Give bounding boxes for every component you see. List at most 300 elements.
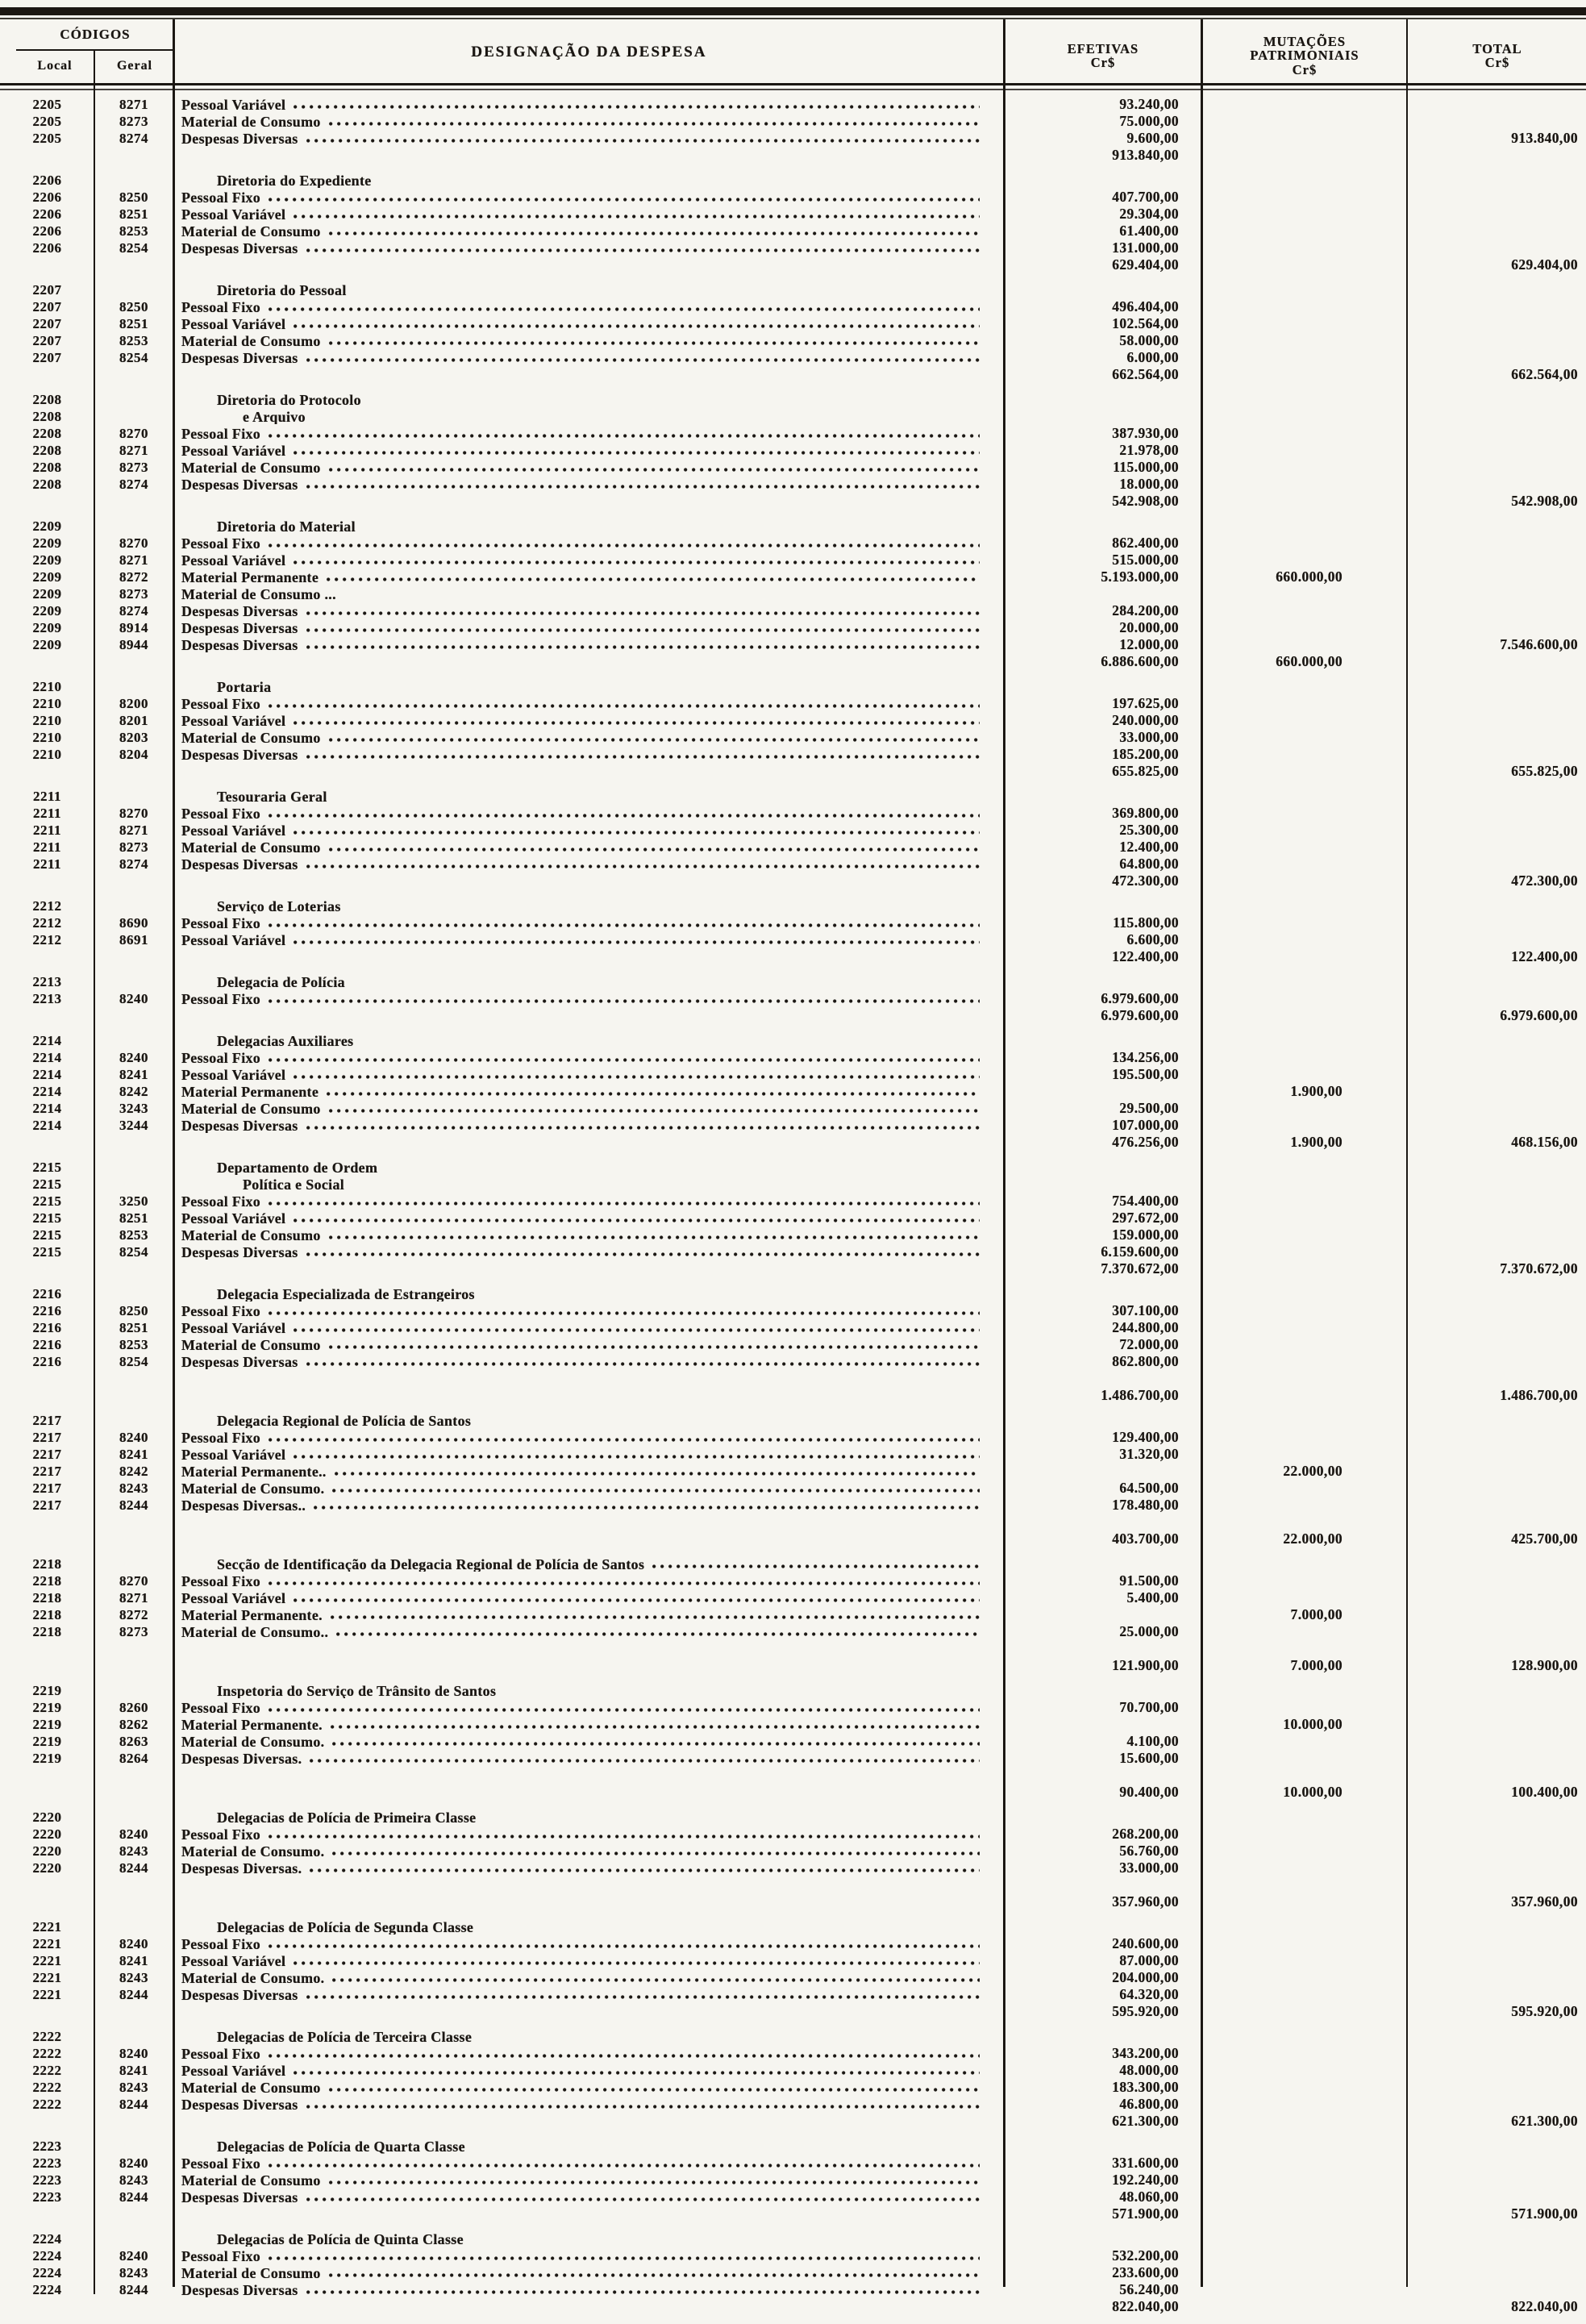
- expense-label: Pessoal Variável: [181, 552, 286, 568]
- row-spacer: [0, 1370, 1586, 1387]
- code-local: 2215: [32, 1210, 62, 1226]
- designacao-cell: [173, 1920, 1004, 1935]
- amount-efetivas: 655.825,00: [1112, 762, 1179, 779]
- expense-row: [0, 1699, 1586, 1716]
- amount-efetivas: 121.900,00: [1112, 1656, 1179, 1673]
- designacao-cell: [173, 1431, 1004, 1445]
- code-local: 2209: [32, 519, 62, 534]
- amount-mutacoes: 10.000,00: [1283, 1783, 1342, 1800]
- expense-row: [0, 1446, 1586, 1463]
- designacao-column-header: DESIGNAÇÃO DA DESPESA: [471, 44, 707, 60]
- section-title-label: Delegacias de Polícia de Primeira Classe: [217, 1810, 477, 1825]
- subtotal-row: [0, 256, 1586, 273]
- expense-label: Pessoal Fixo: [181, 1700, 261, 1715]
- amount-efetivas: 407.700,00: [1112, 188, 1179, 205]
- dot-leader: [293, 830, 980, 836]
- designacao-cell: [173, 1051, 1004, 1065]
- designacao-cell: [173, 992, 1004, 1006]
- code-geral: 8250: [119, 299, 148, 314]
- designacao-cell: [173, 806, 1004, 821]
- row-spacer: [0, 510, 1586, 518]
- designacao-cell: [173, 300, 1004, 314]
- amount-efetivas: 1.486.700,00: [1101, 1386, 1179, 1403]
- dot-leader: [293, 1218, 980, 1224]
- expense-row: [0, 1302, 1586, 1319]
- expense-label: Material de Consumo: [181, 839, 321, 855]
- dot-leader: [332, 1977, 980, 1984]
- dot-leader: [268, 703, 980, 710]
- designacao-cell: [173, 1954, 1004, 1968]
- subtotal-row: [0, 366, 1586, 383]
- dot-leader: [306, 1994, 980, 2001]
- amount-total: 122.400,00: [1511, 948, 1578, 964]
- code-local: 2214: [32, 1067, 62, 1082]
- code-geral: 8272: [119, 1607, 148, 1622]
- code-local: 2209: [32, 620, 62, 635]
- row-spacer: [0, 1024, 1586, 1032]
- code-local: 2216: [32, 1303, 62, 1318]
- designacao-cell: [173, 393, 1004, 407]
- designacao-cell: [173, 553, 1004, 568]
- expense-row: [0, 839, 1586, 856]
- expense-row: [0, 1969, 1586, 1986]
- expense-label: Material de Consumo: [181, 1227, 321, 1243]
- section-title-row: [0, 1176, 1586, 1193]
- row-spacer: [0, 889, 1586, 898]
- designacao-cell: [173, 899, 1004, 914]
- amount-efetivas: 515.000,00: [1112, 551, 1179, 568]
- dot-leader: [268, 2255, 980, 2262]
- code-geral: 8260: [119, 1700, 148, 1715]
- code-local: 2210: [32, 713, 62, 728]
- code-local: 2205: [32, 97, 62, 112]
- section-title-row: [0, 973, 1586, 990]
- amount-efetivas: 204.000,00: [1112, 1968, 1179, 1985]
- section-title-row: [0, 1412, 1586, 1429]
- designacao-cell: [173, 1102, 1004, 1116]
- amount-efetivas: 18.000,00: [1119, 475, 1179, 492]
- expense-label: Pessoal Fixo: [181, 426, 261, 441]
- amount-efetivas: 5.400,00: [1126, 1589, 1179, 1606]
- expense-row: [0, 223, 1586, 239]
- designacao-cell: [173, 587, 1004, 602]
- dot-leader: [335, 1471, 980, 1477]
- designacao-cell: [173, 1414, 1004, 1428]
- expense-row: [0, 96, 1586, 113]
- code-local: 2222: [32, 2097, 62, 2112]
- code-geral: 8253: [119, 223, 148, 239]
- expense-row: [0, 298, 1586, 315]
- amount-total: 472.300,00: [1511, 872, 1578, 889]
- dot-leader: [293, 720, 980, 727]
- designacao-cell: [173, 2232, 1004, 2247]
- expense-row: [0, 1463, 1586, 1480]
- amount-efetivas: 29.304,00: [1119, 205, 1179, 222]
- amount-total: 662.564,00: [1511, 365, 1578, 382]
- code-geral: 8244: [119, 2097, 148, 2112]
- code-local: 2217: [32, 1413, 62, 1428]
- section-title-row: [0, 1159, 1586, 1176]
- amount-efetivas: 115.800,00: [1113, 914, 1179, 931]
- amount-total: 655.825,00: [1511, 762, 1578, 779]
- code-local: 2209: [32, 603, 62, 618]
- designacao-cell: [173, 680, 1004, 694]
- expense-row: [0, 1336, 1586, 1353]
- section-title-label: e Arquivo: [243, 409, 306, 424]
- expense-row: [0, 695, 1586, 712]
- code-local: 2213: [32, 974, 62, 989]
- designacao-cell: [173, 2030, 1004, 2044]
- code-local: 2218: [32, 1573, 62, 1589]
- code-local: 2208: [32, 392, 62, 407]
- dot-leader: [306, 1361, 980, 1368]
- amount-efetivas: 754.400,00: [1112, 1192, 1179, 1209]
- section-title-row: [0, 408, 1586, 425]
- efetivas-header-currency: Cr$: [1090, 55, 1116, 71]
- code-geral: 8200: [119, 696, 148, 711]
- section-title-row: [0, 898, 1586, 914]
- expense-row: [0, 822, 1586, 839]
- amount-efetivas: 192.240,00: [1112, 2171, 1179, 2188]
- code-geral: 8244: [119, 2189, 148, 2205]
- designacao-cell: [173, 224, 1004, 239]
- amount-efetivas: 343.200,00: [1112, 2044, 1179, 2061]
- code-geral: 8241: [119, 1067, 148, 1082]
- dot-leader: [329, 1344, 980, 1351]
- code-local: 2219: [32, 1717, 62, 1732]
- expense-label: Pessoal Fixo: [181, 299, 261, 314]
- amount-efetivas: 195.500,00: [1112, 1065, 1179, 1082]
- designacao-cell: [173, 1971, 1004, 1985]
- code-local: 2223: [32, 2172, 62, 2188]
- dot-leader: [306, 248, 980, 254]
- subtotal-row: [0, 493, 1586, 510]
- code-geral: 8243: [119, 2265, 148, 2280]
- amount-efetivas: 331.600,00: [1112, 2154, 1179, 2171]
- expense-label: Pessoal Fixo: [181, 1573, 261, 1589]
- expense-row: [0, 130, 1586, 147]
- amount-efetivas: 244.800,00: [1112, 1318, 1179, 1335]
- expense-row: [0, 856, 1586, 873]
- expense-row: [0, 1733, 1586, 1750]
- amount-efetivas: 233.600,00: [1112, 2264, 1179, 2280]
- expense-row: [0, 619, 1586, 636]
- amount-mutacoes: 7.000,00: [1290, 1656, 1342, 1673]
- dot-leader: [306, 627, 980, 634]
- designacao-cell: [173, 823, 1004, 838]
- code-local: 2215: [32, 1244, 62, 1260]
- amount-mutacoes: 10.000,00: [1283, 1715, 1342, 1732]
- code-local: 2206: [32, 206, 62, 222]
- dot-leader: [329, 2180, 980, 2186]
- expense-label: Despesas Diversas..: [181, 1497, 306, 1513]
- amount-efetivas: 107.000,00: [1112, 1116, 1179, 1133]
- designacao-cell: [173, 1608, 1004, 1622]
- expense-row: [0, 914, 1586, 931]
- code-geral: 8263: [119, 1734, 148, 1749]
- section-title-label: Secção de Identificação da Delegacia Regional de Polícia de Santos: [217, 1556, 645, 1572]
- code-geral: 3243: [119, 1101, 148, 1116]
- expense-label: Material de Consumo: [181, 333, 321, 348]
- designacao-cell: [173, 731, 1004, 745]
- designacao-cell: [173, 2156, 1004, 2171]
- amount-efetivas: 21.978,00: [1119, 441, 1179, 458]
- expense-row: [0, 442, 1586, 459]
- dot-leader: [293, 939, 980, 946]
- dot-leader: [332, 1488, 980, 1494]
- code-local: 2212: [32, 898, 62, 914]
- designacao-cell: [173, 1338, 1004, 1352]
- code-geral: 8251: [119, 206, 148, 222]
- expense-row: [0, 425, 1586, 442]
- code-local: 2222: [32, 2029, 62, 2044]
- amount-efetivas: 403.700,00: [1112, 1530, 1179, 1547]
- amount-efetivas: 862.400,00: [1112, 534, 1179, 551]
- amount-efetivas: 185.200,00: [1112, 745, 1179, 762]
- row-spacer: [0, 383, 1586, 391]
- codes-column-title: CÓDIGOS: [60, 27, 131, 42]
- code-local: 2216: [32, 1354, 62, 1369]
- amount-efetivas: 64.320,00: [1119, 1985, 1179, 2002]
- code-geral: 8253: [119, 333, 148, 348]
- section-title-row: [0, 172, 1586, 189]
- mutacoes-column-header: [1203, 35, 1406, 77]
- section-title-label: Inspetoria do Serviço de Trânsito de Santos: [217, 1683, 497, 1698]
- designacao-cell: [173, 1861, 1004, 1876]
- dot-leader: [268, 1943, 980, 1950]
- code-geral: 8241: [119, 2063, 148, 2078]
- designacao-cell: [173, 1988, 1004, 2002]
- code-geral: 8274: [119, 131, 148, 146]
- code-local: 2223: [32, 2139, 62, 2154]
- dot-leader: [314, 1505, 980, 1511]
- section-title-row: [0, 2138, 1586, 2155]
- row-spacer: [0, 1910, 1586, 1918]
- expense-row: [0, 349, 1586, 366]
- designacao-cell: [173, 1211, 1004, 1226]
- dot-leader: [306, 138, 980, 144]
- amount-efetivas: 122.400,00: [1112, 948, 1179, 964]
- dot-leader: [306, 644, 980, 651]
- amount-efetivas: 87.000,00: [1119, 1951, 1179, 1968]
- code-geral: 8253: [119, 1227, 148, 1243]
- code-local: 2207: [32, 350, 62, 365]
- expense-row: [0, 1210, 1586, 1227]
- amount-efetivas: 197.625,00: [1112, 694, 1179, 711]
- expense-label: Material Permanente.: [181, 1607, 323, 1622]
- amount-total: 542.908,00: [1511, 492, 1578, 509]
- expense-label: Pessoal Variável: [181, 1447, 286, 1462]
- dot-leader: [293, 104, 980, 110]
- expense-row: [0, 602, 1586, 619]
- code-geral: 8270: [119, 535, 148, 551]
- code-geral: 8254: [119, 1354, 148, 1369]
- designacao-cell: [173, 1751, 1004, 1766]
- expense-label: Pessoal Variável: [181, 443, 286, 458]
- codes-subheader-rule: [16, 49, 174, 51]
- code-geral: 8244: [119, 1860, 148, 1876]
- code-geral: 8251: [119, 1320, 148, 1335]
- row-spacer: [0, 1277, 1586, 1285]
- dot-leader: [268, 2053, 980, 2060]
- section-title-row: [0, 1032, 1586, 1049]
- code-geral: 8690: [119, 915, 148, 931]
- expense-label: Pessoal Variável: [181, 1320, 286, 1335]
- expense-label: Material de Consumo: [181, 460, 321, 475]
- expense-label: Despesas Diversas: [181, 1987, 298, 2002]
- code-geral: 8273: [119, 460, 148, 475]
- dot-leader: [306, 2289, 980, 2296]
- expense-label: Despesas Diversas: [181, 620, 298, 635]
- dot-leader: [293, 450, 980, 456]
- expense-row: [0, 1117, 1586, 1134]
- section-title-row: [0, 788, 1586, 805]
- designacao-cell: [173, 857, 1004, 872]
- code-local: 2207: [32, 316, 62, 331]
- designacao-cell: [173, 1557, 1004, 1572]
- designacao-cell: [173, 714, 1004, 728]
- designacao-cell: [173, 2283, 1004, 2297]
- expense-label: Despesas Diversas: [181, 131, 298, 146]
- dot-leader: [268, 1707, 980, 1714]
- expense-row: [0, 315, 1586, 332]
- expense-row: [0, 990, 1586, 1007]
- efetivas-header-line1: EFETIVAS: [1067, 41, 1139, 56]
- expense-row: [0, 1860, 1586, 1876]
- amount-total: 1.486.700,00: [1500, 1386, 1578, 1403]
- code-geral: 8274: [119, 856, 148, 872]
- code-local: 2211: [32, 806, 62, 821]
- designacao-cell: [173, 1118, 1004, 1133]
- code-local: 2209: [32, 552, 62, 568]
- dot-leader: [306, 1252, 980, 1258]
- amount-efetivas: 595.920,00: [1112, 2002, 1179, 2019]
- expense-row: [0, 1083, 1586, 1100]
- expense-label: Despesas Diversas: [181, 350, 298, 365]
- amount-efetivas: 6.886.600,00: [1101, 652, 1179, 669]
- code-local: 2206: [32, 173, 62, 188]
- expense-row: [0, 239, 1586, 256]
- designacao-cell: [173, 1735, 1004, 1749]
- amount-efetivas: 31.320,00: [1119, 1445, 1179, 1462]
- designacao-cell: [173, 1245, 1004, 1260]
- designacao-cell: [173, 2097, 1004, 2112]
- code-geral: 8270: [119, 806, 148, 821]
- dot-leader: [306, 754, 980, 760]
- expense-label: Material de Consumo: [181, 730, 321, 745]
- designacao-cell: [173, 1287, 1004, 1302]
- expense-label: Pessoal Fixo: [181, 2155, 261, 2171]
- expense-label: Pessoal Fixo: [181, 535, 261, 551]
- section-title-row: [0, 281, 1586, 298]
- amount-efetivas: 33.000,00: [1119, 728, 1179, 745]
- code-geral: 8201: [119, 713, 148, 728]
- code-local: 2223: [32, 2155, 62, 2171]
- mutacoes-header-currency: Cr$: [1292, 61, 1318, 77]
- designacao-cell: [173, 1177, 1004, 1192]
- expense-row: [0, 1952, 1586, 1969]
- expense-label: Pessoal Fixo: [181, 1936, 261, 1951]
- expense-label: Pessoal Variável: [181, 932, 286, 948]
- total-header-currency: Cr$: [1484, 55, 1510, 71]
- expense-row: [0, 476, 1586, 493]
- section-title-row: [0, 1918, 1586, 1935]
- expense-row: [0, 746, 1586, 763]
- amount-efetivas: 33.000,00: [1119, 1859, 1179, 1876]
- code-local: 2217: [32, 1481, 62, 1496]
- code-geral: 8240: [119, 2248, 148, 2264]
- row-spacer: [0, 965, 1586, 973]
- code-geral: 8240: [119, 1936, 148, 1951]
- dot-leader: [268, 923, 980, 929]
- designacao-cell: [173, 1574, 1004, 1589]
- dot-leader: [332, 1851, 980, 1857]
- dot-leader: [329, 231, 980, 237]
- amount-efetivas: 90.400,00: [1119, 1783, 1179, 1800]
- expense-label: Material de Consumo.: [181, 1843, 325, 1859]
- code-local: 2212: [32, 915, 62, 931]
- designacao-cell: [173, 477, 1004, 492]
- expense-row: [0, 2096, 1586, 2113]
- expense-label: Pessoal Variável: [181, 713, 286, 728]
- designacao-cell: [173, 519, 1004, 534]
- amount-total: 425.700,00: [1511, 1530, 1578, 1547]
- row-spacer: [0, 164, 1586, 172]
- expense-row: [0, 1843, 1586, 1860]
- expense-label: Material de Consumo: [181, 2265, 321, 2280]
- designacao-cell: [173, 1827, 1004, 1842]
- subtotal-row: [0, 1387, 1586, 1404]
- expense-label: Pessoal Fixo: [181, 1303, 261, 1318]
- expense-row: [0, 1227, 1586, 1243]
- code-geral: 8691: [119, 932, 148, 948]
- amount-efetivas: 268.200,00: [1112, 1825, 1179, 1842]
- designacao-cell: [173, 1591, 1004, 1606]
- dot-leader: [327, 1091, 980, 1097]
- expense-row: [0, 1716, 1586, 1733]
- code-geral: 8274: [119, 477, 148, 492]
- code-geral: 3244: [119, 1118, 148, 1133]
- code-local: 2215: [32, 1227, 62, 1243]
- dot-leader: [268, 1437, 980, 1443]
- expense-row: [0, 1750, 1586, 1767]
- amount-efetivas: 476.256,00: [1112, 1133, 1179, 1150]
- expense-label: Despesas Diversas: [181, 637, 298, 652]
- geral-column-header: Geral: [116, 59, 153, 73]
- code-geral: 8204: [119, 747, 148, 762]
- code-geral: 8273: [119, 839, 148, 855]
- designacao-cell: [173, 115, 1004, 129]
- row-spacer: [0, 2130, 1586, 2138]
- designacao-cell: [173, 1701, 1004, 1715]
- designacao-cell: [173, 2173, 1004, 2188]
- dot-leader: [293, 214, 980, 220]
- dot-leader: [268, 433, 980, 439]
- amount-efetivas: 6.979.600,00: [1101, 989, 1179, 1006]
- amount-total: 7.546.600,00: [1500, 635, 1578, 652]
- subtotal-row: [0, 1657, 1586, 1674]
- code-geral: 8271: [119, 97, 148, 112]
- expense-row: [0, 729, 1586, 746]
- amount-efetivas: 862.800,00: [1112, 1352, 1179, 1369]
- code-local: 2211: [32, 789, 62, 804]
- amount-efetivas: 159.000,00: [1112, 1226, 1179, 1243]
- amount-mutacoes: 660.000,00: [1276, 652, 1342, 669]
- section-title-row: [0, 1285, 1586, 1302]
- amount-efetivas: 12.400,00: [1119, 838, 1179, 855]
- expense-label: Material de Consumo: [181, 1337, 321, 1352]
- code-local: 2209: [32, 569, 62, 585]
